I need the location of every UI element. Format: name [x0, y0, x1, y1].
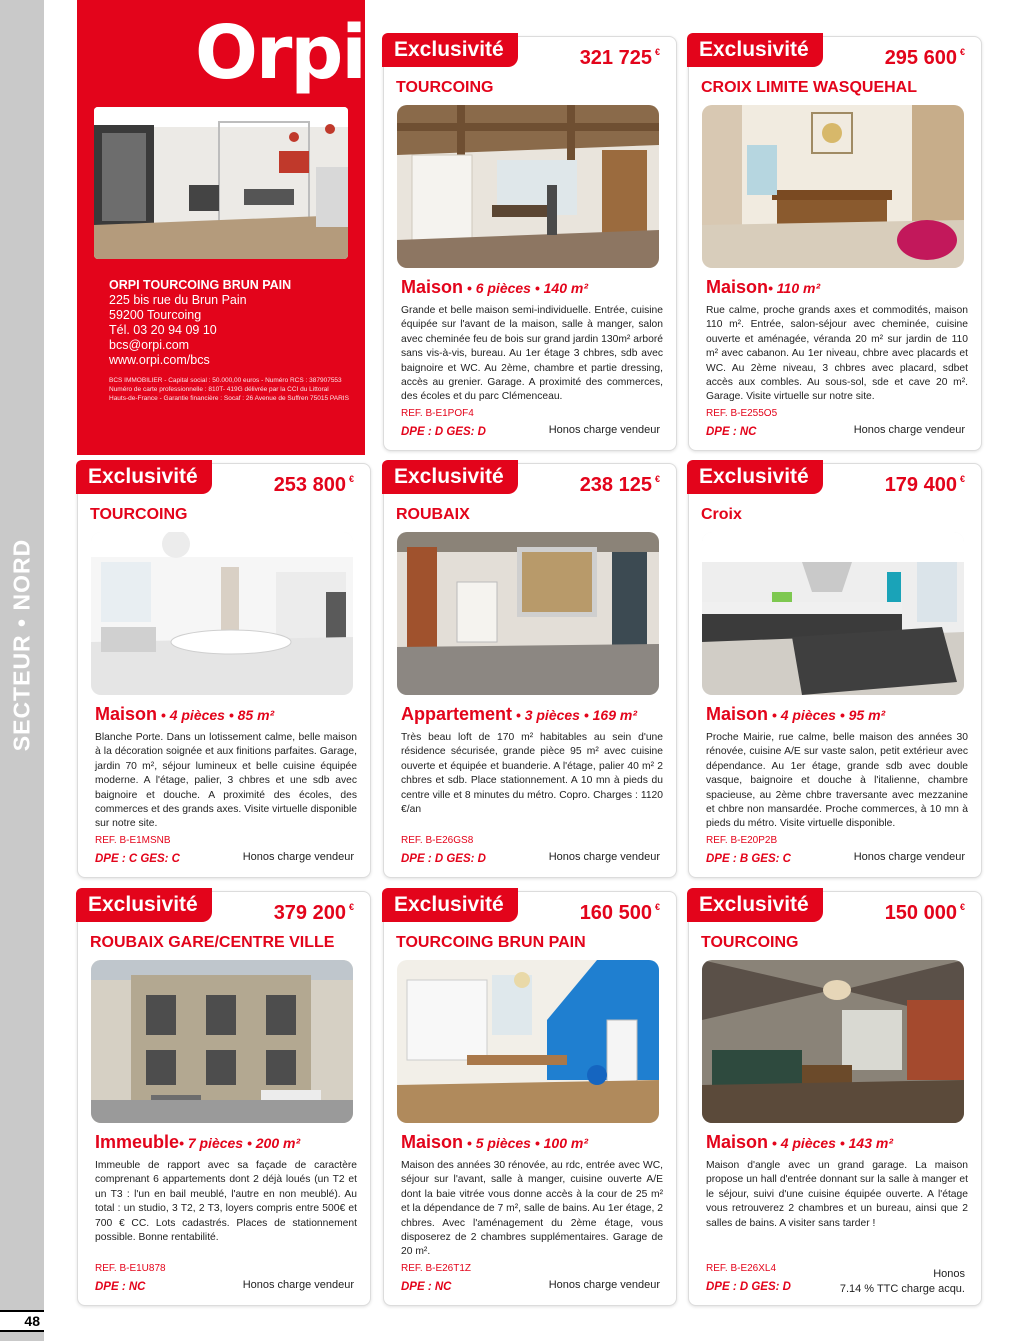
price-currency: €: [348, 474, 354, 484]
listing-city: Croix: [701, 506, 742, 523]
property-details: • 4 pièces • 143 m²: [768, 1135, 893, 1151]
agency-office-photo: [94, 107, 348, 259]
listing-reference: REF. B-E1MSNB: [95, 835, 171, 846]
agency-website: www.orpi.com/bcs: [109, 353, 210, 367]
fees-note: [549, 850, 660, 865]
listing-city: TOURCOING BRUN PAIN: [396, 934, 586, 951]
price-currency: €: [348, 902, 354, 912]
price-value: 160 500: [579, 902, 652, 924]
price-value: 238 125: [579, 474, 652, 496]
property-type: Maison: [706, 277, 769, 297]
property-type: Maison: [95, 704, 158, 724]
property-type: Appartement: [401, 704, 513, 724]
property-type: Maison: [401, 1132, 464, 1152]
listing-title: [401, 277, 588, 298]
agency-name: ORPI TOURCOING BRUN PAIN: [109, 278, 292, 292]
listing-title: [706, 277, 820, 298]
price-value: 321 725: [579, 47, 652, 69]
energy-rating: DPE : NC: [401, 1281, 452, 1293]
listing-reference: REF. B-E26XL4: [706, 1263, 777, 1274]
fees-label: Honos charge vendeur: [242, 851, 354, 863]
fees-note: [854, 850, 965, 865]
listing-title: [706, 1132, 893, 1153]
energy-rating: DPE : D GES: D: [706, 1281, 791, 1293]
fees-note: [854, 423, 965, 438]
section-sidebar: [0, 0, 44, 1341]
listing-photo[interactable]: [397, 105, 659, 268]
property-details: • 7 pièces • 200 m²: [179, 1135, 301, 1151]
listing-description: Maison d'angle avec un grand garage. La maison propose un hall d'entrée donnant sur la salle à manger et le séjour, suivi d'une cuisine équipée ouverte. A l'étage vous retrouverez 2 chambres et un bureau, ainsi que 2 salles de bains. A visiter sans tarder !: [706, 1160, 968, 1229]
page-number: 48: [0, 1310, 44, 1332]
price-value: 253 800: [273, 474, 346, 496]
listing-price: [580, 902, 660, 925]
fees-label: Honos charge vendeur: [548, 1279, 660, 1291]
exclusive-badge: Exclusivité: [687, 460, 823, 494]
listing-card[interactable]: [383, 463, 677, 878]
listing-photo[interactable]: [702, 532, 964, 695]
exclusive-badge: Exclusivité: [382, 888, 518, 922]
property-details: • 4 pièces • 85 m²: [157, 707, 275, 723]
property-type: Immeuble: [95, 1132, 180, 1152]
exclusive-badge: Exclusivité: [76, 888, 212, 922]
listing-description: Grande et belle maison semi-individuelle. Entrée, cuisine équipée sur l'avant de la maison, salle à manger, salon avec cheminée feu de bois sur grand jardin 130m² arboré sans vis-à-vis, bureau. Au 1er étage 3 chbres, sdb avec baignoire et WC. Au 2ème, chambre et partie dressing, accès au grenier. Garage. A proximité des commerces, des écoles et du parc Clémenceau.: [401, 305, 663, 403]
listing-title: [401, 704, 637, 725]
property-details: • 4 pièces • 95 m²: [768, 707, 886, 723]
listing-card[interactable]: [688, 891, 982, 1306]
listing-price: [274, 474, 354, 497]
property-details: • 110 m²: [768, 280, 821, 296]
orpi-logo: Orpi: [195, 10, 365, 96]
listing-card[interactable]: [688, 36, 982, 451]
listing-price: [885, 474, 965, 497]
listing-description: Proche Mairie, rue calme, belle maison des années 30 rénovée, cuisine A/E sur vaste salon, petit extérieur avec dépendance. Au 1er étage, grande sdb avec double vasque, baignoire et douche à l'italienne, chambre spacieuse, au 2ème chbre traversante avec mezzanine et chbre non mansardée. Proche commerces, à 10 mn à pieds du métro. Visite virtuelle disponible.: [706, 732, 968, 830]
listing-photo[interactable]: [702, 105, 964, 268]
fees-note: [549, 423, 660, 438]
fees-label: Honos charge vendeur: [242, 1279, 354, 1291]
listing-card[interactable]: [688, 463, 982, 878]
listing-description: Très beau loft de 170 m² habitables au sein d'une résidence sécurisée, grande pièce 95 m² avec cuisine ouverte et équipée et buanderie. A l'étage, palier 40 m² 2 chbres et sdb. Place stationnement. A 10 mn à pieds du centre ville et 8 minutes du métro. Copro. Charges : 1120 €/an: [401, 732, 663, 816]
fees-label: Honos: [933, 1268, 965, 1280]
property-details: • 3 pièces • 169 m²: [512, 707, 637, 723]
listing-description: Maison des années 30 rénovée, au rdc, entrée avec WC, séjour sur l'avant, salle à manger, cuisine ouverte A/E dont la baie vitrée vous donne accès à la cour de 25 m² et la dépendance de 7 m², salle de bains. Au 1er étage, 2 chbres. Avec l'aménagement du 2ème étage, vous disposerez de 2 chambres supplémentaires. Garage de 20 m².: [401, 1160, 663, 1258]
listing-price: [885, 902, 965, 925]
energy-rating: DPE : D GES: D: [401, 853, 486, 865]
exclusive-badge: Exclusivité: [382, 460, 518, 494]
listing-reference: REF. B-E1U878: [95, 1263, 166, 1274]
listing-title: [401, 1132, 588, 1153]
listing-description: Immeuble de rapport avec sa façade de caractère comprenant 6 appartements dont 2 déjà loués (un T2 et un T3 : l'un en bail meublé, l'autre en non meublé). Au total : un studio, 3 T2, 2 T3, loyers compris entre 500€ et 700 € CC. Lots cadastrés. Places de stationnement possible. Bonne rentabilité.: [95, 1160, 357, 1244]
listing-photo[interactable]: [91, 532, 353, 695]
property-type: Maison: [706, 704, 769, 724]
price-currency: €: [654, 47, 660, 57]
agency-legal: BCS IMMOBILIER - Capital social : 50.000,00 euros - Numéro RCS : 387907553 Numéro de carte professionnelle : 810T- 419G délivrée par la CCI du Littoral Hauts-de-France - Garantie financière : Socaf : 26 Avenue de Suffren 75015 PARIS: [109, 377, 349, 402]
price-currency: €: [959, 47, 965, 57]
exclusive-badge: Exclusivité: [382, 33, 518, 67]
listing-reference: REF. B-E26GS8: [401, 835, 474, 846]
price-currency: €: [959, 902, 965, 912]
fees-label: Honos charge vendeur: [548, 851, 660, 863]
energy-rating: DPE : B GES: C: [706, 853, 791, 865]
listing-title: [706, 704, 885, 725]
listing-city: CROIX LIMITE WASQUEHAL: [701, 79, 917, 96]
listing-reference: REF. B-E26T1Z: [401, 1263, 472, 1274]
fees-label: Honos charge vendeur: [853, 424, 965, 436]
agency-phone: Tél. 03 20 94 09 10: [109, 323, 217, 337]
fees-note: [243, 1278, 354, 1293]
fees-label: Honos charge vendeur: [853, 851, 965, 863]
agency-address-line2: 59200 Tourcoing: [109, 308, 202, 322]
listing-photo[interactable]: [397, 960, 659, 1123]
section-label: SECTEUR • NORD: [8, 538, 35, 752]
energy-rating: DPE : C GES: C: [95, 853, 180, 865]
agency-contact: [109, 278, 349, 403]
listing-city: ROUBAIX GARE/CENTRE VILLE: [90, 934, 335, 951]
price-value: 150 000: [884, 902, 957, 924]
price-currency: €: [959, 474, 965, 484]
listing-reference: REF. B-E20P2B: [706, 835, 778, 846]
listing-city: TOURCOING: [90, 506, 188, 523]
price-currency: €: [654, 474, 660, 484]
listing-price: [580, 47, 660, 70]
listing-photo[interactable]: [397, 532, 659, 695]
exclusive-badge: Exclusivité: [687, 33, 823, 67]
fees-note: [243, 850, 354, 865]
listing-city: TOURCOING: [396, 79, 494, 96]
energy-rating: DPE : NC: [95, 1281, 146, 1293]
fees-note: [840, 1267, 965, 1297]
property-type: Maison: [706, 1132, 769, 1152]
listing-reference: REF. B-E255O5: [706, 408, 778, 419]
listing-photo[interactable]: [91, 960, 353, 1123]
agency-address-line1: 225 bis rue du Brun Pain: [109, 293, 247, 307]
exclusive-badge: Exclusivité: [76, 460, 212, 494]
listing-photo[interactable]: [702, 960, 964, 1123]
property-details: • 5 pièces • 100 m²: [463, 1135, 588, 1151]
listing-title: [95, 704, 274, 725]
listing-description: Rue calme, proche grands axes et commodités, maison 110 m². Entrée, salon-séjour avec cheminée, cuisine ouverte et aménagée, véranda 20 m² sur jardin de 110 m² avec cabanon. Au 1er niveau, chbre avec placards et WC. Au 2ème niveau, 3 chbres avec placard, sdbet accès aux combles. Au sous-sol, sde et cave 20 m². Garage. Visite virtuelle sur notre site.: [706, 305, 968, 403]
exclusive-badge: Exclusivité: [687, 888, 823, 922]
energy-rating: DPE : D GES: D: [401, 426, 486, 438]
property-type: Maison: [401, 277, 464, 297]
listing-price: [885, 47, 965, 70]
listing-price: [580, 474, 660, 497]
listing-city: TOURCOING: [701, 934, 799, 951]
fees-detail: 7.14 % TTC charge acqu.: [839, 1283, 965, 1295]
price-value: 179 400: [884, 474, 957, 496]
fees-note: [549, 1278, 660, 1293]
energy-rating: DPE : NC: [706, 426, 757, 438]
agency-panel: [77, 0, 365, 455]
listing-card[interactable]: [383, 891, 677, 1306]
agency-email: bcs@orpi.com: [109, 338, 190, 352]
listing-city: ROUBAIX: [396, 506, 470, 523]
listing-reference: REF. B-E1POF4: [401, 408, 474, 419]
property-details: • 6 pièces • 140 m²: [463, 280, 588, 296]
listing-card[interactable]: [383, 36, 677, 451]
price-value: 379 200: [273, 902, 346, 924]
listing-card[interactable]: [77, 891, 371, 1306]
fees-label: Honos charge vendeur: [548, 424, 660, 436]
price-currency: €: [654, 902, 660, 912]
listing-description: Blanche Porte. Dans un lotissement calme, belle maison à la décoration soignée et aux finitions parfaites. Garage, jardin 70 m², séjour lumineux et belle cuisine équipée moderne. A l'étage, palier, 3 chbres et une sdb avec baignoire et douche. A proximité des écoles, des commerces et des grands axes. Visite virtuelle disponible sur notre site.: [95, 732, 357, 830]
listing-price: [274, 902, 354, 925]
listing-title: [95, 1132, 300, 1153]
listing-card[interactable]: [77, 463, 371, 878]
price-value: 295 600: [884, 47, 957, 69]
